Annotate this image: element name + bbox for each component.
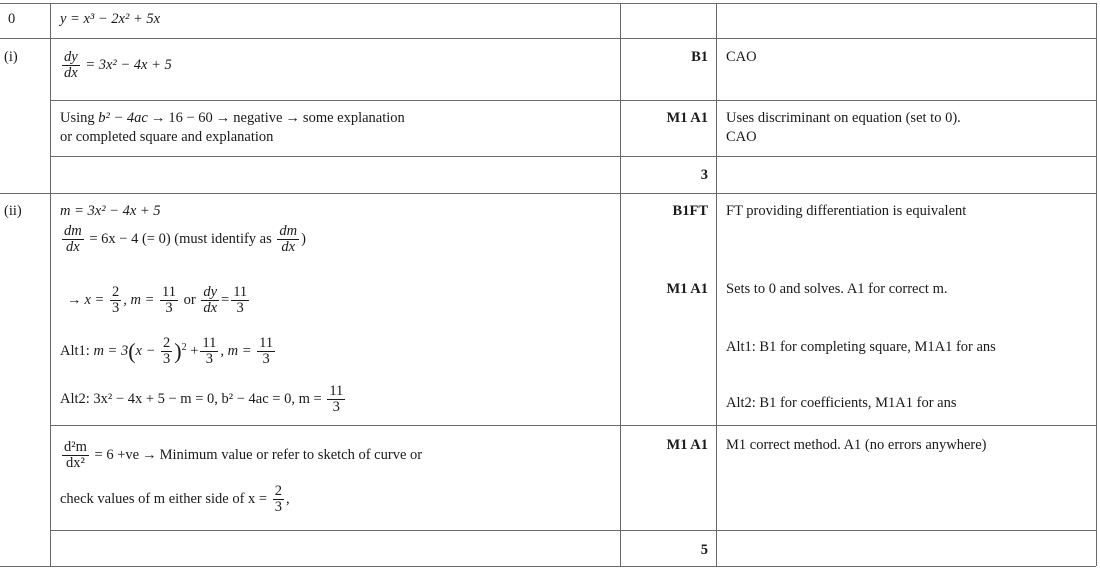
guidance-cao: CAO (726, 49, 757, 65)
part-total-ii: 5 (700, 542, 708, 558)
row-divider (0, 3, 1096, 4)
column-divider (1096, 3, 1097, 566)
mark-b1ft: B1FT (672, 203, 708, 219)
guidance-cao: CAO (726, 129, 757, 145)
row-divider (0, 38, 1096, 39)
guidance-discriminant: Uses discriminant on equation (set to 0). (726, 110, 961, 126)
part-label-i: (i) (4, 49, 18, 65)
column-divider (50, 3, 51, 566)
guidance-alt1: Alt1: B1 for completing square, M1A1 for ans (726, 339, 996, 355)
row-divider (50, 156, 1096, 157)
mark-m1a1: M1 A1 (666, 437, 708, 453)
mark-m1a1: M1 A1 (666, 110, 708, 126)
solution-line: → x = $\frac{2}{3}$ , m = $\frac{11}{3}$ or $\frac{dy}{dx}$ = $\frac{11}{3}$ (67, 284, 248, 317)
derivative-expression: $\frac{dy}{dx}$ = 3x² − 4x + 5 (64, 49, 172, 82)
guidance-alt2: Alt2: B1 for coefficients, M1A1 for ans (726, 395, 957, 411)
part-label-ii: (ii) (4, 203, 22, 219)
second-derivative: $\frac{\text{d²m}}{\text{dx²}}$ = 6 +ve → Minimum value or refer to sketch of curve or (64, 439, 423, 472)
discriminant-line-2: or completed square and explanation (60, 129, 274, 145)
column-divider (716, 3, 717, 566)
mark-m1a1: M1 A1 (666, 281, 708, 297)
guidance-ft: FT providing differentiation is equivalent (726, 203, 967, 219)
check-values-line: check values of m either side of x = $\frac{2}{3}$ , (60, 483, 290, 516)
alt1-completing-square: Alt1: m = 3(x − $\frac{2}{3}$ )$^2$ + $\frac{11}{3}$ , m = $\frac{11}{3}$ (60, 335, 274, 368)
row-divider (0, 566, 1096, 567)
function-definition: y = x³ − 2x² + 5x (60, 11, 161, 27)
guidance-method: M1 correct method. A1 (no errors anywhere) (726, 437, 987, 453)
m-definition: m = 3x² − 4x + 5 (60, 203, 161, 219)
mark-b1: B1 (691, 49, 708, 65)
row-divider (0, 193, 1096, 194)
dm-derivative: $\frac{dm}{dx}$ = 6x − 4 (= 0) (must identify as $\frac{dm}{dx}$ ) (64, 223, 306, 256)
question-number: 0 (8, 11, 16, 27)
discriminant-line-1: Using b² − 4ac → 16 − 60 → negative → some explanation (60, 110, 405, 126)
part-total-i: 3 (700, 167, 708, 183)
row-divider (50, 100, 1096, 101)
row-divider (50, 530, 1096, 531)
row-divider (50, 425, 1096, 426)
guidance-solves: Sets to 0 and solves. A1 for correct m. (726, 281, 948, 297)
alt2-discriminant: Alt2: 3x² − 4x + 5 − m = 0, b² − 4ac = 0, m = $\frac{11}{3}$ (60, 383, 344, 416)
